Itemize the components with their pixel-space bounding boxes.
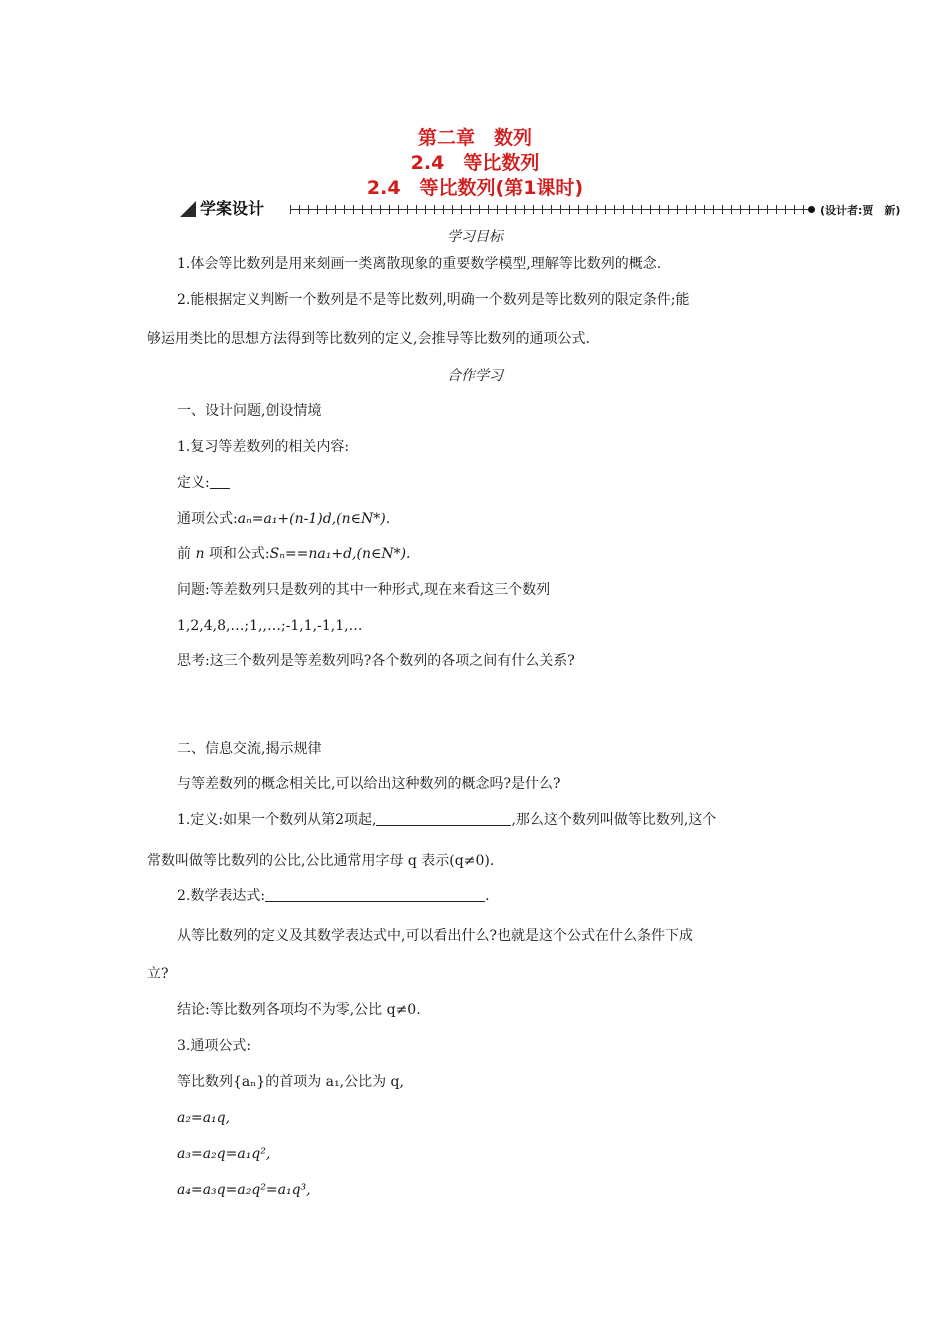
def-pre: 1.定义:如果一个数列从第2项起, xyxy=(177,812,377,828)
banner-ruler-ticks xyxy=(290,205,810,214)
goals-heading: 学习目标 xyxy=(447,229,503,245)
question-text: 问题:等差数列只是数列的其中一种形式,现在来看这三个数列 xyxy=(177,582,551,598)
expression-line xyxy=(177,887,837,905)
review-title: 1.复习等差数列的相关内容: xyxy=(177,439,350,455)
equation-a4: a₄=a₃q=a₂q²=a₁q³, xyxy=(177,1182,311,1198)
definition-fill-line xyxy=(177,811,837,829)
section-banner xyxy=(180,199,901,220)
sequences-text: 1,2,4,8,…;1,,…;-1,1,-1,1,… xyxy=(177,618,363,634)
goal-item-2-line-2: 够运用类比的思想方法得到等比数列的定义,会推导等比数列的通项公式. xyxy=(147,331,590,347)
equation-a2: a₂=a₁q, xyxy=(177,1110,231,1126)
expression-label: 2.数学表达式: xyxy=(177,888,266,904)
equation-a3: a₃=a₂q=a₁q², xyxy=(177,1146,271,1162)
general-title: 3.通项公式: xyxy=(177,1038,252,1054)
definition-fill-blank[interactable] xyxy=(376,811,511,826)
think-text: 思考:这三个数列是等差数列吗?各个数列的各项之间有什么关系? xyxy=(177,653,575,669)
analogy-text: 与等差数列的概念相关比,可以给出这种数列的概念吗?是什么? xyxy=(177,776,561,792)
observe-line-2: 立? xyxy=(147,966,169,982)
part1-title: 一、设计问题,创设情境 xyxy=(177,403,322,419)
sum-label-pre: 前 xyxy=(177,546,196,562)
definition-line xyxy=(177,474,837,492)
def-post: ,那么这个数列叫做等比数列,这个 xyxy=(511,812,717,828)
general-formula-label: 通项公式: xyxy=(177,511,238,527)
banner-credit: (设计者:贾 新) xyxy=(820,204,901,217)
part2-title: 二、信息交流,揭示规律 xyxy=(177,741,322,757)
definition-blank[interactable] xyxy=(210,474,230,489)
definition-line-2: 常数叫做等比数列的公比,公比通常用字母 q 表示(q≠0). xyxy=(147,853,495,869)
goal-item-2-line-1: 2.能根据定义判断一个数列是不是等比数列,明确一个数列是等比数列的限定条件;能 xyxy=(177,292,690,308)
sum-label-post: 项和公式: xyxy=(204,546,270,562)
observe-line-1: 从等比数列的定义及其数学表达式中,可以看出什么?也就是这个公式在什么条件下成 xyxy=(177,928,693,944)
chapter-title: 第二章 数列 xyxy=(417,127,532,149)
expression-blank[interactable] xyxy=(265,887,485,902)
coop-heading: 合作学习 xyxy=(447,368,503,384)
sum-formula-line xyxy=(177,545,837,563)
definition-label: 定义: xyxy=(177,475,210,491)
conclusion-text: 结论:等比数列各项均不为零,公比 q≠0. xyxy=(177,1002,421,1018)
general-intro: 等比数列{aₙ}的首项为 a₁,公比为 q, xyxy=(177,1074,404,1090)
general-formula-line xyxy=(177,510,837,528)
triangle-icon xyxy=(180,201,196,217)
banner-dot-icon xyxy=(808,206,815,213)
general-formula: aₙ=a₁+(n-1)d,(n∈N*). xyxy=(237,511,391,527)
lesson-title: 2.4 等比数列(第1课时) xyxy=(366,177,584,199)
section-title: 2.4 等比数列 xyxy=(410,152,540,174)
expression-end: . xyxy=(485,888,490,904)
sum-label-n: n xyxy=(195,546,205,562)
goal-item-1: 1.体会等比数列是用来刻画一类离散现象的重要数学模型,理解等比数列的概念. xyxy=(177,256,662,272)
sum-formula: Sₙ==na₁+d,(n∈N*). xyxy=(269,546,411,562)
banner-label: 学案设计 xyxy=(200,199,265,218)
